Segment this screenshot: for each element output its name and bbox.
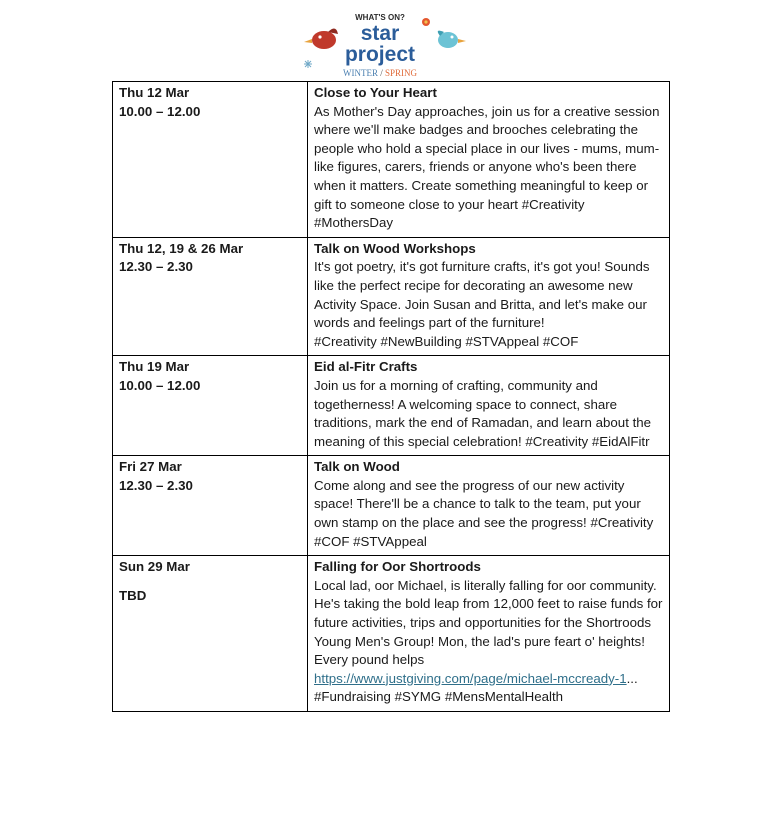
justgiving-link[interactable]: https://www.justgiving.com/page/michael-mccready-1 [314, 670, 627, 686]
event-title: Talk on Wood Workshops [314, 240, 476, 256]
red-bird-icon [304, 28, 338, 49]
event-when-cell [113, 82, 308, 238]
event-date: Thu 19 Mar [119, 359, 190, 375]
logo-star: star [360, 22, 400, 45]
event-title: Eid al-Fitr Crafts [314, 359, 418, 375]
logo-season [343, 68, 418, 78]
link-ellipsis: ... [626, 670, 638, 686]
event-when-cell [113, 356, 308, 456]
logo-season-spring: SPRING [385, 68, 418, 78]
logo-whats-on: WHAT'S ON? [355, 13, 405, 22]
event-row [113, 456, 670, 556]
event-time: 10.00 – 12.00 [119, 103, 201, 119]
event-link-line [314, 670, 663, 689]
event-when-cell [113, 456, 308, 556]
event-when-cell [113, 556, 308, 712]
event-title: Close to Your Heart [314, 85, 437, 100]
event-time: 12.30 – 2.30 [119, 477, 193, 493]
event-details-cell [308, 82, 670, 238]
event-date: Thu 12, 19 & 26 Mar [119, 240, 244, 256]
event-time: 12.30 – 2.30 [119, 259, 193, 275]
logo-season-separator: / [377, 68, 385, 78]
flower-icon [422, 18, 430, 26]
logo-season-winter: WINTER [342, 68, 378, 78]
logo-graphic [298, 6, 470, 82]
event-row [113, 237, 670, 356]
star-project-logo [298, 6, 470, 82]
event-hashtags: #Fundraising #SYMG #MensMentalHealth [314, 689, 564, 705]
event-details-cell [308, 556, 670, 712]
event-title: Talk on Wood [314, 459, 400, 475]
logo-project: project [344, 43, 416, 66]
event-date: Sun 29 Mar [119, 559, 190, 575]
event-row [113, 356, 670, 456]
event-description: As Mother's Day approaches, join us for a creative session where we'll make badges and brooches celebrating the people who hold a special place in our lives - mums, mum-like figures, carers, friends or anyone who's been there when it matters. Create something meaningful to keep or gift to someone close to your heart #Creativity #MothersDay [314, 103, 660, 231]
event-row [113, 556, 670, 712]
event-description: Come along and see the progress of our new activity space! There'll be a chance to talk to the team, put your own stamp on the place and see the progress! #Creativity #COF #STVAppeal [314, 477, 654, 549]
blue-bird-icon [438, 31, 466, 48]
event-description: It's got poetry, it's got furniture crafts, it's got you! Sounds like the perfect recipe for decorating an awesome new Activity Space. Join Susan and Britta, and let's make our words and feelings part of the furniture! [314, 259, 650, 331]
event-details-cell [308, 456, 670, 556]
snowflake-icon [304, 60, 312, 68]
events-table [112, 81, 670, 712]
event-details-cell [308, 237, 670, 356]
event-when-cell [113, 237, 308, 356]
event-description: Join us for a morning of crafting, community and togetherness! A welcoming space to connect, share traditions, mark the end of Ramadan, and learn about the meaning of this special celebration! #Creativity #EidAlFitr [314, 377, 652, 449]
event-time: 10.00 – 12.00 [119, 377, 201, 393]
event-title: Falling for Oor Shortroods [314, 559, 481, 575]
event-description: Local lad, oor Michael, is literally falling for oor community. He's taking the bold leap from 12,000 feet to raise funds for future activities, trips and opportunities for the Shortroods Young Men's Group! Mon, the lad's pure feart o' heights! Every pound helps [314, 577, 663, 668]
event-date: Fri 27 Mar [119, 459, 182, 475]
event-row [113, 82, 670, 238]
event-date: Thu 12 Mar [119, 85, 190, 100]
event-details-cell [308, 356, 670, 456]
event-hashtags: #Creativity #NewBuilding #STVAppeal #COF [314, 333, 579, 349]
event-time: TBD [119, 587, 147, 603]
